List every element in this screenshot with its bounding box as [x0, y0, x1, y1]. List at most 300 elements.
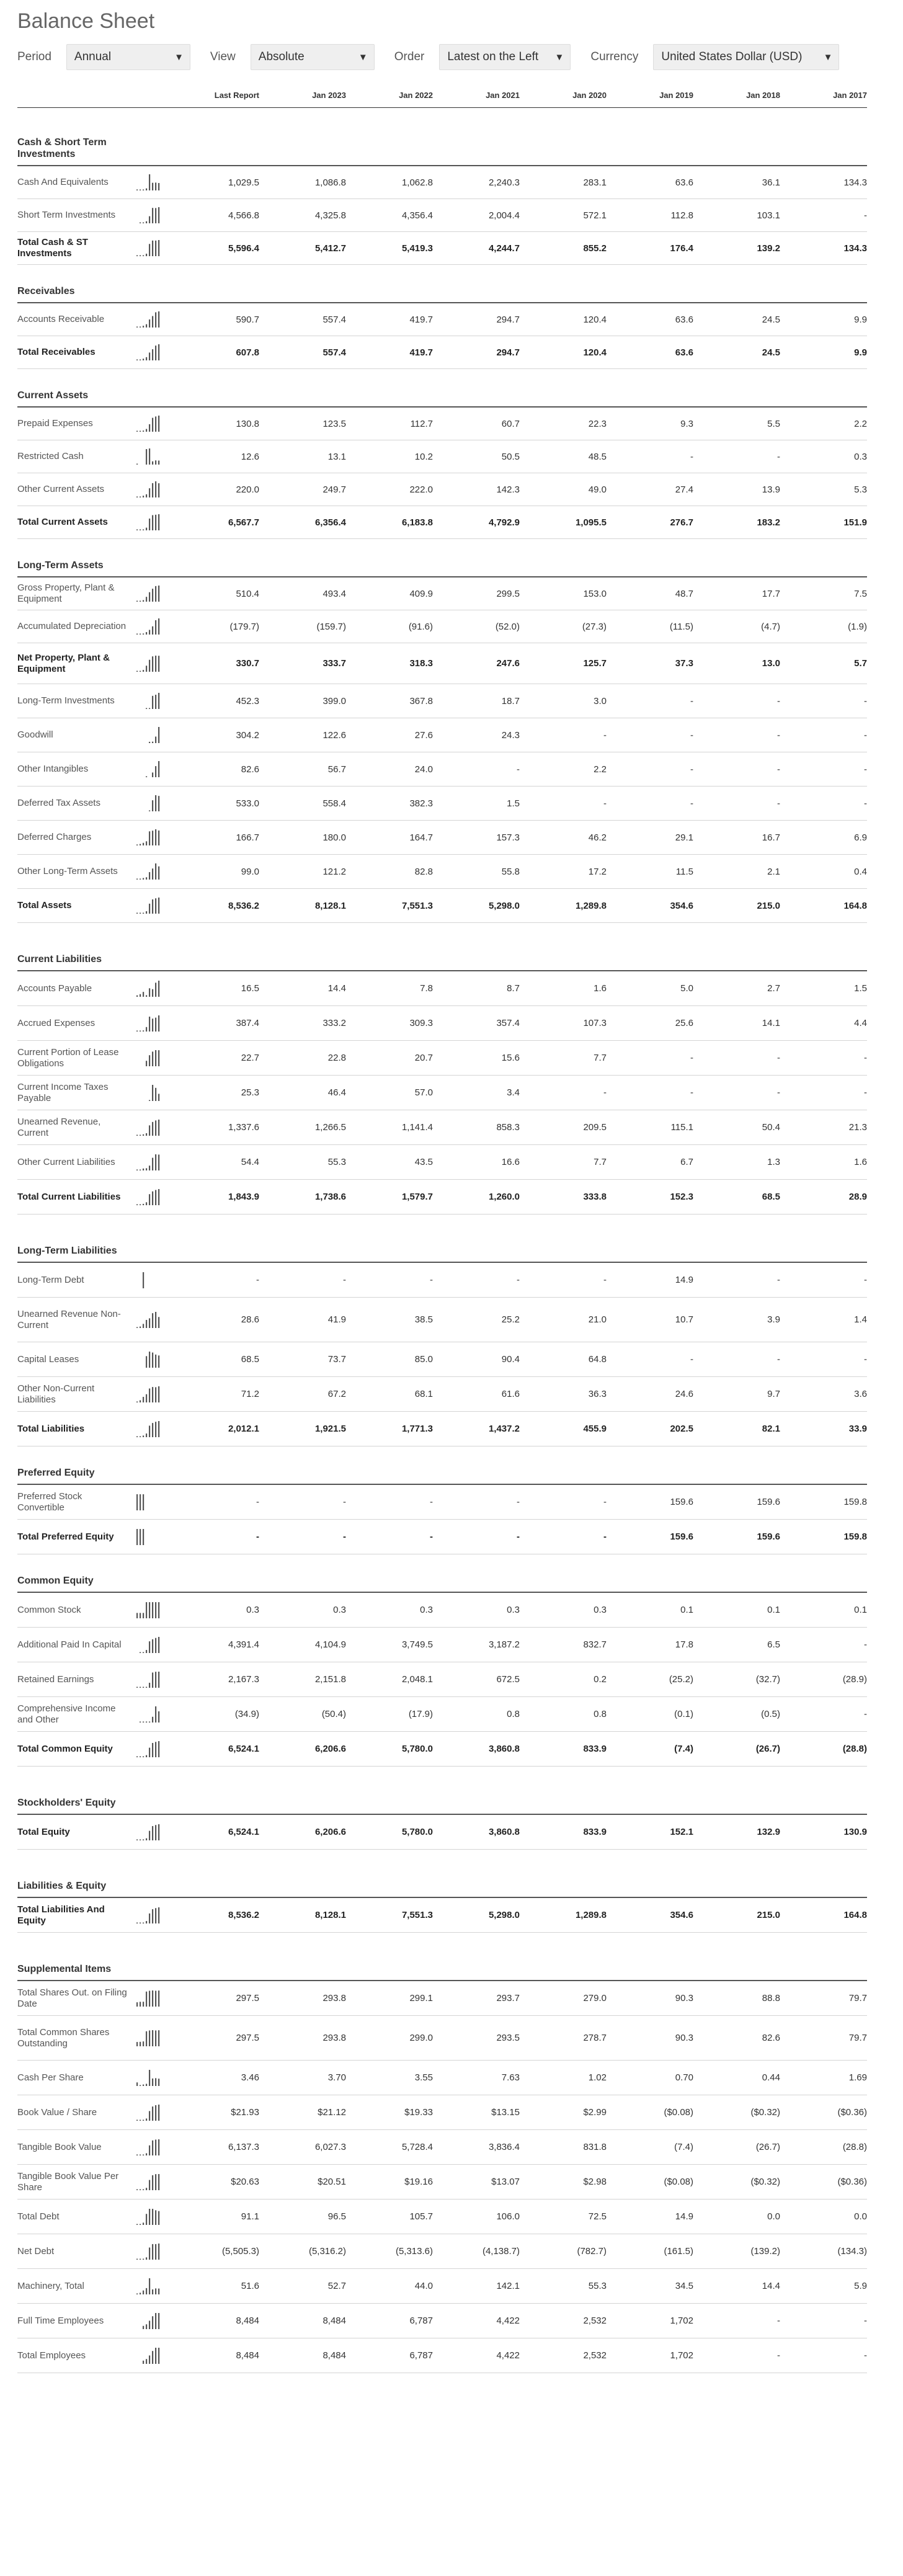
- sparkline-bar: [152, 2106, 153, 2121]
- row-label: Total Current Assets: [17, 517, 108, 527]
- cell-value: -: [603, 729, 607, 741]
- sparkline-cell[interactable]: [135, 1306, 172, 1334]
- cell-value: 4,391.4: [228, 1639, 259, 1650]
- section-header: [17, 1767, 867, 1815]
- cell-value: 28.6: [241, 1314, 259, 1325]
- cell-value: 48.7: [675, 588, 693, 599]
- sparkline-bar: [158, 2211, 159, 2224]
- sparkline-chart: [135, 1309, 162, 1330]
- sparkline-bar: [149, 1017, 150, 1032]
- cell-value: -: [603, 1497, 607, 1507]
- cell-value: 51.6: [241, 2281, 259, 2291]
- table-row: [17, 1520, 867, 1554]
- cell-value: ($0.32): [750, 2177, 780, 2187]
- cell-value: 354.6: [670, 900, 693, 911]
- sparkline-bar: [149, 424, 150, 432]
- cell-value: 5.0: [680, 983, 693, 994]
- sparkline-cell[interactable]: [135, 790, 172, 817]
- sparkline-cell[interactable]: [135, 1666, 172, 1693]
- sparkline-cell[interactable]: [135, 2064, 172, 2092]
- cell-value: 112.7: [410, 418, 433, 429]
- row-label: Machinery, Total: [17, 2280, 84, 2291]
- sparkline-bar: [155, 656, 156, 672]
- sparkline-cell[interactable]: [135, 443, 172, 470]
- cell-value: 7.5: [854, 588, 867, 599]
- sparkline-bar: [158, 240, 159, 256]
- sparkline-bar: [158, 2244, 159, 2260]
- cell-value: 3.9: [767, 1314, 780, 1325]
- sparkline-cell[interactable]: [135, 1346, 172, 1373]
- sparkline-cell[interactable]: [135, 858, 172, 885]
- sparkline-bar: [136, 1327, 138, 1328]
- cell-value: 452.3: [236, 695, 259, 706]
- control-label-view: View: [210, 50, 236, 63]
- sparkline-cell[interactable]: [135, 1381, 172, 1408]
- cell-value: 46.2: [588, 832, 607, 843]
- sparkline-bar: [152, 1423, 153, 1437]
- row-label: Unearned Revenue Non-Current: [17, 1308, 121, 1330]
- cell-value: 3.55: [414, 2072, 433, 2083]
- sparkline-bar: [146, 1433, 147, 1437]
- row-label: Comprehensive Income and Other: [17, 1703, 116, 1725]
- period-select[interactable]: [66, 44, 190, 70]
- cell-value: 7.8: [420, 983, 433, 994]
- cell-value: (5,313.6): [395, 2246, 433, 2257]
- sparkline-bar: [149, 2180, 150, 2190]
- header-spark-spacer: [135, 82, 172, 109]
- cell-value: (27.3): [582, 621, 607, 632]
- cell-value: 9.9: [854, 347, 867, 358]
- cell-value: 1,062.8: [401, 177, 433, 188]
- sparkline-cell[interactable]: [135, 1010, 172, 1037]
- sparkline-bar: [143, 1652, 144, 1653]
- table-row: [17, 2061, 867, 2095]
- sparkline-bar: [155, 695, 156, 709]
- sparkline-bar: [152, 1825, 153, 1840]
- sparkline-bar: [140, 223, 141, 224]
- sparkline-bar: [146, 2188, 147, 2190]
- sparkline-bar: [155, 1422, 156, 1437]
- sparkline-bar: [152, 349, 153, 360]
- sparkline-bar: [146, 221, 147, 223]
- sparkline-bar: [136, 2042, 138, 2046]
- sparkline-cell[interactable]: [135, 613, 172, 640]
- cell-value: -: [864, 210, 867, 221]
- cell-value: 0.4: [854, 866, 867, 877]
- sparkline-bar: [136, 671, 138, 672]
- sparkline-bar: [155, 312, 156, 328]
- cell-value: 125.7: [583, 658, 607, 669]
- cell-value: 558.4: [322, 798, 346, 809]
- sparkline-chart: [135, 2311, 162, 2332]
- cell-value: ($0.32): [750, 2107, 780, 2118]
- row-label: Deferred Charges: [17, 832, 92, 842]
- cell-value: 354.6: [670, 1910, 693, 1920]
- sparkline-bar: [143, 2154, 144, 2155]
- sparkline-bar: [140, 2002, 141, 2007]
- cell-value: 293.5: [496, 2033, 520, 2043]
- sparkline-bar: [158, 1711, 159, 1722]
- cell-value: 121.2: [322, 866, 346, 877]
- sparkline-bar: [146, 2153, 147, 2155]
- cell-value: 2,004.4: [488, 210, 520, 221]
- cell-value: 7.7: [594, 1053, 607, 1063]
- table-row: [17, 2234, 867, 2269]
- cell-value: 152.1: [670, 1827, 693, 1837]
- cell-value: 6.7: [680, 1157, 693, 1167]
- table-row: [17, 2269, 867, 2304]
- sparkline-bar: [136, 2002, 138, 2007]
- sparkline-cell[interactable]: [135, 1114, 172, 1141]
- row-label: Retained Earnings: [17, 1674, 94, 1685]
- sparkline-cell[interactable]: [135, 234, 172, 262]
- sparkline-bar: [143, 1134, 144, 1135]
- sparkline-bar: [149, 742, 150, 743]
- sparkline-bar: [149, 1165, 150, 1170]
- cell-value: 1,437.2: [488, 1424, 520, 1434]
- cell-value: 202.5: [670, 1424, 693, 1434]
- sparkline-cell[interactable]: [135, 721, 172, 749]
- view-select[interactable]: [251, 44, 375, 70]
- sparkline-cell[interactable]: [135, 1149, 172, 1176]
- cell-value: 672.5: [496, 1674, 520, 1685]
- cell-value: 1,843.9: [228, 1192, 259, 1202]
- sparkline-cell[interactable]: [135, 410, 172, 437]
- sparkline-cell[interactable]: [135, 1819, 172, 1846]
- table-row: [17, 336, 867, 369]
- row-label: Cash And Equivalents: [17, 177, 109, 187]
- row-label: Goodwill: [17, 729, 53, 740]
- row-label: Common Stock: [17, 1604, 81, 1615]
- sparkline-bar: [158, 1094, 159, 1101]
- sparkline-bar: [158, 1386, 159, 1402]
- sparkline-bar: [158, 1355, 159, 1368]
- cell-value: 1,029.5: [228, 177, 259, 188]
- cell-value: 3.6: [854, 1389, 867, 1399]
- sparkline-bar: [136, 1401, 138, 1402]
- sparkline-cell[interactable]: [135, 476, 172, 503]
- sparkline-bar: [136, 189, 138, 190]
- cell-value: -: [517, 764, 520, 775]
- sparkline-bar: [136, 879, 138, 880]
- cell-value: 2.1: [767, 866, 780, 877]
- sparkline-bar: [140, 1839, 141, 1840]
- cell-value: 557.4: [322, 314, 346, 325]
- sparkline-cell[interactable]: [135, 2203, 172, 2231]
- cell-value: -: [777, 798, 780, 809]
- cell-value: 2.7: [767, 983, 780, 994]
- cell-value: 16.7: [762, 832, 780, 843]
- sparkline-bar: [152, 831, 153, 845]
- sparkline-bar: [136, 1134, 138, 1136]
- table-row: [17, 1006, 867, 1041]
- cell-value: 159.6: [670, 1497, 693, 1507]
- cell-value: (5,316.2): [308, 2246, 346, 2257]
- sparkline-cell[interactable]: [135, 2099, 172, 2126]
- sparkline-bar: [140, 1721, 141, 1723]
- sparkline-cell[interactable]: [135, 1597, 172, 1624]
- sparkline-bar: [152, 1990, 153, 2007]
- cell-value: 209.5: [583, 1122, 607, 1133]
- cell-value: 13.9: [762, 484, 780, 495]
- cell-value: 99.0: [241, 866, 259, 877]
- cell-value: -: [343, 1531, 346, 1542]
- cell-value: 5,780.0: [401, 1827, 433, 1837]
- sparkline-bar: [149, 216, 150, 223]
- row-label: Accounts Payable: [17, 983, 92, 994]
- sparkline-cell[interactable]: [135, 1415, 172, 1443]
- sparkline-bar: [155, 863, 156, 880]
- sparkline-bar: [152, 1639, 153, 1652]
- cell-value: 293.7: [496, 1993, 520, 2003]
- sparkline-cell[interactable]: [135, 892, 172, 919]
- sparkline-bar: [152, 208, 153, 223]
- sparkline-cell[interactable]: [135, 2134, 172, 2161]
- sparkline-bar: [155, 2244, 156, 2259]
- table-row: [17, 1412, 867, 1446]
- sparkline-bar: [158, 311, 159, 328]
- cell-value: 0.0: [854, 2211, 867, 2222]
- sparkline-bar: [152, 1352, 153, 1367]
- sparkline-bar: [136, 634, 138, 635]
- currency-select[interactable]: [653, 44, 839, 70]
- cell-value: 6.9: [854, 832, 867, 843]
- sparkline-chart: [135, 413, 162, 434]
- cell-value: 3,860.8: [488, 1744, 520, 1754]
- cell-value: 6,027.3: [314, 2142, 346, 2152]
- sparkline-chart: [135, 1526, 162, 1548]
- sparkline-bar: [149, 1125, 150, 1136]
- cell-value: 52.7: [327, 2281, 346, 2291]
- sparkline-chart: [135, 895, 162, 916]
- sparkline-cell[interactable]: [135, 2025, 172, 2052]
- sparkline-bar: [143, 1756, 144, 1757]
- cell-value: 0.70: [675, 2072, 693, 2083]
- sparkline-cell[interactable]: [135, 1267, 172, 1294]
- sparkline-bar: [155, 416, 156, 432]
- cell-value: -: [603, 1531, 607, 1542]
- cell-value: 82.8: [414, 866, 433, 877]
- sparkline-cell[interactable]: [135, 2342, 172, 2369]
- sparkline-cell[interactable]: [135, 755, 172, 783]
- cell-value: 152.3: [670, 1192, 693, 1202]
- sparkline-cell[interactable]: [135, 975, 172, 1002]
- cell-value: 2,012.1: [228, 1424, 259, 1434]
- cell-value: 855.2: [583, 243, 607, 254]
- cell-value: -: [864, 695, 867, 706]
- section-title: Long-Term Assets: [17, 560, 104, 571]
- sparkline-bar: [155, 1742, 156, 1757]
- sparkline-cell[interactable]: [135, 1045, 172, 1072]
- cell-value: -: [864, 2315, 867, 2326]
- sparkline-bar: [140, 2189, 141, 2190]
- sparkline-bar: [146, 2359, 147, 2364]
- cell-value: 1.5: [854, 983, 867, 994]
- table-row: [17, 1593, 867, 1628]
- sparkline-bar: [158, 1050, 159, 1066]
- sparkline-bar: [155, 481, 156, 497]
- cell-value: -: [777, 695, 780, 706]
- sparkline-bar: [136, 2082, 138, 2086]
- sparkline-bar: [143, 2258, 144, 2260]
- sparkline-bar: [152, 1602, 153, 1618]
- row-label: Full Time Employees: [17, 2315, 104, 2326]
- cell-value: 8,484: [236, 2315, 259, 2326]
- cell-value: -: [690, 695, 693, 706]
- sparkline-cell[interactable]: [135, 1489, 172, 1516]
- sparkline-bar: [158, 1824, 159, 1840]
- sparkline-bar: [143, 2222, 144, 2225]
- cell-value: 5,298.0: [488, 900, 520, 911]
- sparkline-bar: [158, 1637, 159, 1653]
- sparkline-bar: [152, 418, 153, 432]
- sparkline-bar: [136, 431, 138, 432]
- sparkline-bar: [155, 2313, 156, 2329]
- row-label: Restricted Cash: [17, 451, 84, 461]
- sparkline-cell[interactable]: [135, 1631, 172, 1659]
- sparkline-bar: [155, 2174, 156, 2190]
- sparkline-cell[interactable]: [135, 1183, 172, 1211]
- cell-value: (782.7): [577, 2246, 607, 2257]
- row-label: Total Assets: [17, 900, 72, 911]
- table-row: [17, 787, 867, 821]
- sparkline-bar: [143, 1494, 144, 1510]
- sparkline-cell[interactable]: [135, 1523, 172, 1551]
- sparkline-bar: [136, 845, 138, 846]
- control-label-currency: Currency: [590, 50, 639, 63]
- cell-value: (50.4): [321, 1709, 346, 1719]
- sparkline-cell[interactable]: [135, 509, 172, 536]
- cell-value: 299.1: [409, 1993, 433, 2003]
- sparkline-bar: [143, 878, 144, 880]
- order-select[interactable]: [439, 44, 571, 70]
- sparkline-bar: [143, 2325, 144, 2329]
- sparkline-bar: [140, 1030, 141, 1032]
- cell-value: 13.0: [762, 658, 780, 669]
- sparkline-bar: [149, 2070, 150, 2086]
- row-label: Total Debt: [17, 2211, 60, 2222]
- cell-value: -: [777, 764, 780, 775]
- sparkline-bar: [140, 2258, 141, 2260]
- cell-value: 79.7: [848, 2033, 867, 2043]
- sparkline-bar: [158, 796, 159, 811]
- sparkline-bar: [149, 1830, 150, 1840]
- sparkline-bar: [155, 586, 156, 602]
- sparkline-bar: [136, 530, 138, 531]
- sparkline-chart: [135, 1822, 162, 1843]
- sparkline-cell[interactable]: [135, 306, 172, 333]
- sparkline-bar: [149, 1913, 150, 1923]
- sparkline-bar: [152, 2140, 153, 2155]
- cell-value: (139.2): [750, 2246, 780, 2257]
- cell-value: -: [777, 1354, 780, 1365]
- sparkline-bar: [155, 766, 156, 777]
- sparkline-bar: [158, 1602, 159, 1618]
- sparkline-chart: [135, 653, 162, 674]
- row-label: Other Non-Current Liabilities: [17, 1383, 95, 1405]
- table-row: [17, 2095, 867, 2130]
- sparkline-cell[interactable]: [135, 2168, 172, 2196]
- sparkline-bar: [146, 2324, 147, 2329]
- cell-value: 82.1: [762, 1424, 780, 1434]
- sparkline-bar: [149, 988, 150, 997]
- cell-value: 4,104.9: [314, 1639, 346, 1650]
- balance-sheet-table: [17, 83, 867, 2373]
- sparkline-cell[interactable]: [135, 2307, 172, 2335]
- sparkline-cell[interactable]: [135, 824, 172, 851]
- sparkline-cell[interactable]: [135, 687, 172, 715]
- cell-value: 0.1: [767, 1605, 780, 1615]
- sparkline-cell[interactable]: [135, 1079, 172, 1107]
- sparkline-cell[interactable]: [135, 650, 172, 677]
- sparkline-cell[interactable]: [135, 580, 172, 607]
- sparkline-cell[interactable]: [135, 1902, 172, 1929]
- section-header: [17, 1554, 867, 1593]
- sparkline-cell[interactable]: [135, 339, 172, 366]
- sparkline-bar: [152, 742, 153, 743]
- cell-value: -: [430, 1531, 433, 1542]
- table-row: [17, 2130, 867, 2165]
- table-row: [17, 821, 867, 855]
- sparkline-bar: [152, 2175, 153, 2190]
- cell-value: 510.4: [236, 588, 259, 599]
- sparkline-bar: [140, 2224, 141, 2225]
- sparkline-bar: [143, 326, 144, 328]
- sparkline-bar: [149, 1425, 150, 1437]
- cell-value: ($0.36): [837, 2107, 867, 2118]
- cell-value: 8,536.2: [228, 1910, 259, 1920]
- cell-value: 367.8: [409, 695, 433, 706]
- sparkline-cell[interactable]: [135, 1701, 172, 1728]
- cell-value: 297.5: [236, 2033, 259, 2043]
- cell-value: -: [256, 1531, 259, 1542]
- cell-value: $19.33: [404, 2107, 433, 2118]
- cell-value: 9.3: [680, 418, 693, 429]
- cell-value: $2.99: [583, 2107, 607, 2118]
- sparkline-cell[interactable]: [135, 169, 172, 196]
- sparkline-chart: [135, 583, 162, 604]
- sparkline-bar: [136, 464, 138, 465]
- sparkline-bar: [136, 995, 138, 996]
- sparkline-cell[interactable]: [135, 202, 172, 229]
- section-title: Current Liabilities: [17, 954, 102, 965]
- row-label: Gross Property, Plant & Equipment: [17, 582, 115, 604]
- sparkline-cell[interactable]: [135, 2238, 172, 2265]
- order-select-value: Latest on the Left: [447, 50, 539, 63]
- row-label: Accumulated Depreciation: [17, 621, 127, 631]
- sparkline-bar: [158, 2139, 159, 2155]
- cell-value: ($0.36): [837, 2177, 867, 2187]
- sparkline-bar: [143, 1168, 144, 1170]
- sparkline-bar: [149, 1388, 150, 1402]
- sparkline-bar: [152, 1909, 153, 1923]
- sparkline-cell[interactable]: [135, 2273, 172, 2300]
- sparkline-chart: [135, 724, 162, 746]
- cell-value: 37.3: [675, 658, 693, 669]
- cell-value: 833.9: [583, 1744, 607, 1754]
- cell-value: 50.5: [501, 451, 520, 462]
- sparkline-cell[interactable]: [135, 1985, 172, 2012]
- cell-value: 1.3: [767, 1157, 780, 1167]
- cell-value: 5,780.0: [401, 1744, 433, 1754]
- sparkline-bar: [152, 1018, 153, 1032]
- sparkline-bar: [143, 633, 144, 635]
- sparkline-cell[interactable]: [135, 1736, 172, 1763]
- cell-value: 90.3: [675, 2033, 693, 2043]
- cell-value: 3.0: [594, 695, 607, 706]
- row-label: Current Income Taxes Payable: [17, 1081, 109, 1103]
- cell-value: (11.5): [669, 621, 693, 632]
